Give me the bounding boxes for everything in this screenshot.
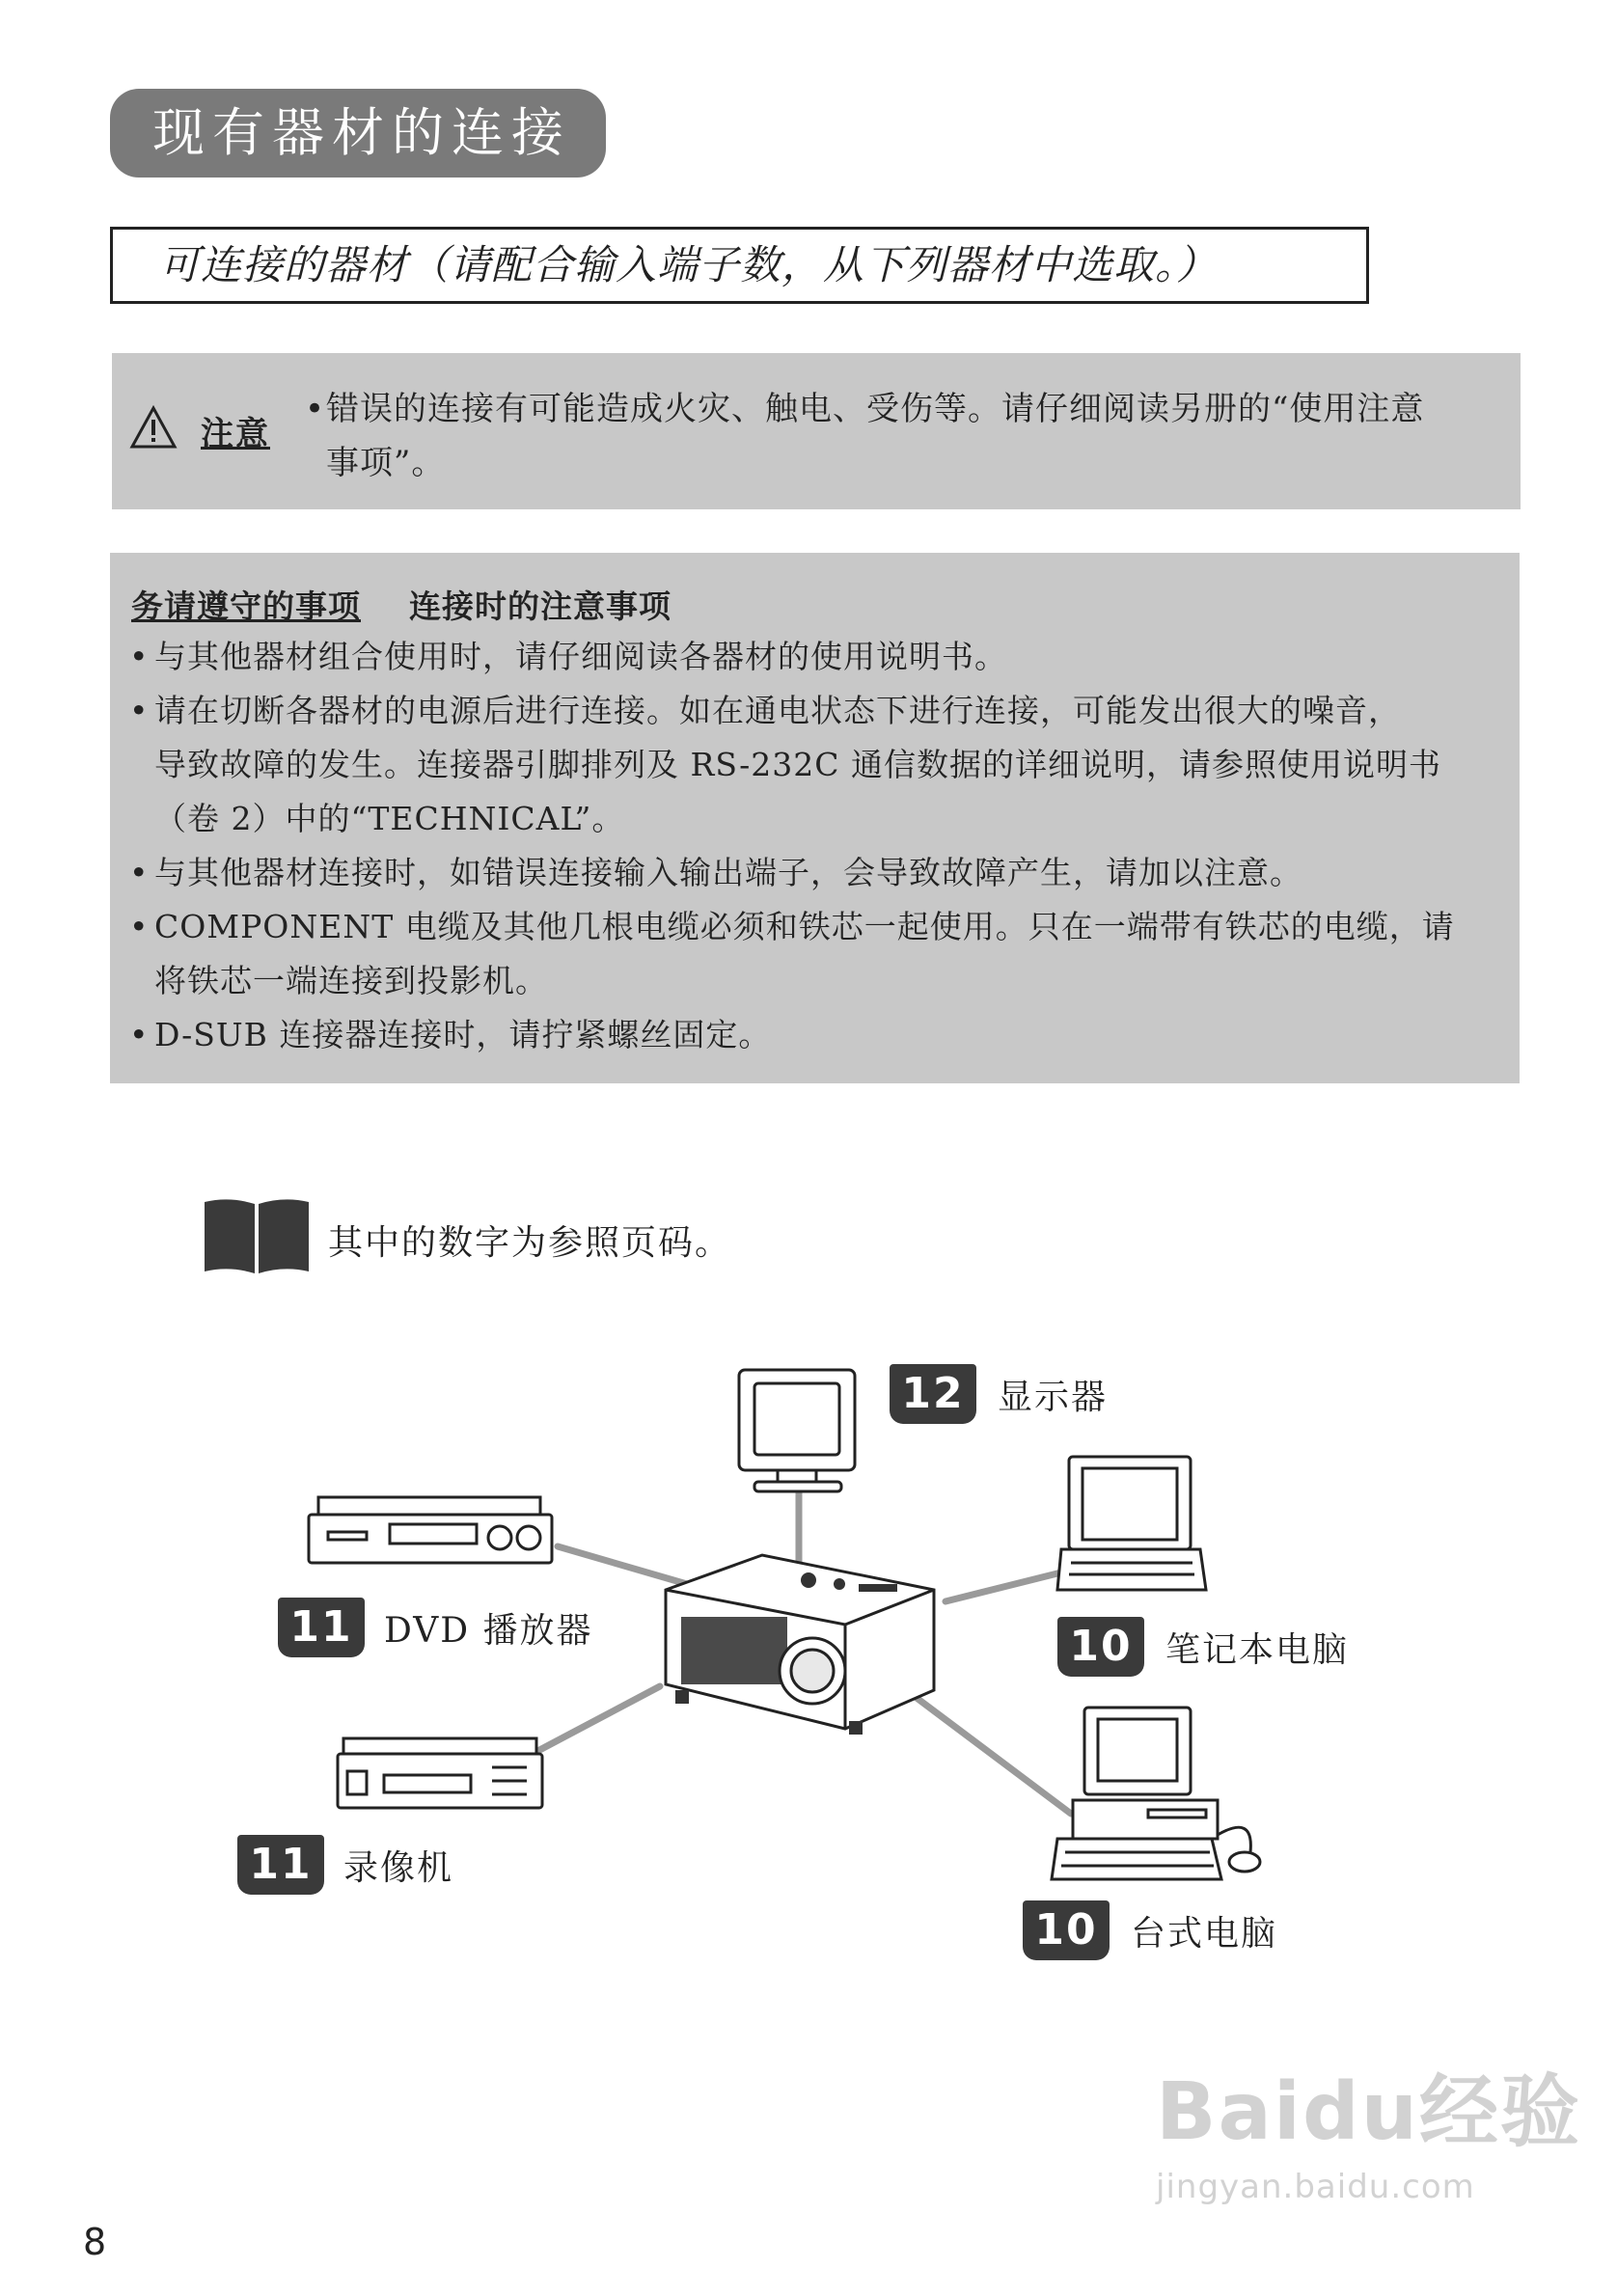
dvd-label: DVD 播放器 <box>384 1611 593 1651</box>
baidu-watermark <box>1156 2049 1581 2206</box>
bullet: • <box>305 390 326 428</box>
page-ref-badge-dvd: 11 <box>278 1598 365 1657</box>
laptop-label: 笔记本电脑 <box>1165 1630 1350 1670</box>
laptop-device <box>1057 1457 1206 1590</box>
watermark-main: Baidu经验 <box>1156 2066 1582 2158</box>
notes-list <box>129 630 1499 1062</box>
page-ref-badge-vcr: 11 <box>237 1835 324 1895</box>
monitor-device <box>739 1370 855 1491</box>
list-item: • 请在切断各器材的电源后进行连接。如在通电状态下进行连接，可能发出很大的噪音， 导致故障的发生。连接器引脚排列及 RS-232C 通信数据的详细说明，请参照使用说明书 （卷 2）中的“TECHNICAL”。 <box>129 692 1442 837</box>
list-item: • 与其他器材组合使用时，请仔细阅读各器材的使用说明书。 <box>129 638 1007 675</box>
caution-label: 注意 <box>201 415 270 453</box>
notes-heading <box>131 582 671 627</box>
projector-device <box>666 1555 934 1735</box>
page-ref-badge-laptop: 10 <box>1057 1617 1144 1677</box>
desktop-computer-device <box>1052 1708 1260 1879</box>
vcr-label: 录像机 <box>343 1848 454 1888</box>
watermark-url: jingyan.baidu.com <box>1156 2168 1475 2206</box>
monitor-label: 显示器 <box>998 1378 1109 1417</box>
notes-heading-rest: 连接时的注意事项 <box>408 588 671 625</box>
subtitle-box: 可连接的器材（请配合输入端子数，从下列器材中选取。） <box>110 227 1369 304</box>
connection-diagram <box>0 1331 1617 1987</box>
page-number: 8 <box>83 2221 107 2263</box>
caution-box <box>112 353 1521 509</box>
desktop-label: 台式电脑 <box>1131 1914 1278 1954</box>
section-title: 现有器材的连接 <box>110 89 606 178</box>
list-item: • D-SUB 连接器连接时，请拧紧螺丝固定。 <box>129 1016 772 1053</box>
dvd-player-device <box>309 1497 552 1563</box>
caution-line-1: 错误的连接有可能造成火灾、触电、受伤等。请仔细阅读另册的“使用注意 <box>326 390 1425 428</box>
page-ref-badge-monitor: 12 <box>890 1364 976 1424</box>
vcr-device <box>338 1738 542 1808</box>
list-item: • COMPONENT 电缆及其他几根电缆必须和铁芯一起使用。只在一端带有铁芯的电缆，请 将铁芯一端连接到投影机。 <box>129 908 1455 999</box>
book-icon <box>203 1196 311 1275</box>
notes-heading-underlined: 务请遵守的事项 <box>131 588 361 625</box>
caution-line-2: 事项”。 <box>326 444 446 482</box>
reference-note: 其中的数字为参照页码。 <box>328 1223 732 1263</box>
page-ref-badge-desktop: 10 <box>1023 1900 1110 1960</box>
warning-triangle-icon <box>129 405 178 450</box>
notes-box <box>110 553 1520 1083</box>
caution-text <box>305 382 1501 490</box>
list-item: • 与其他器材连接时，如错误连接输入输出端子，会导致故障产生，请加以注意。 <box>129 854 1302 891</box>
